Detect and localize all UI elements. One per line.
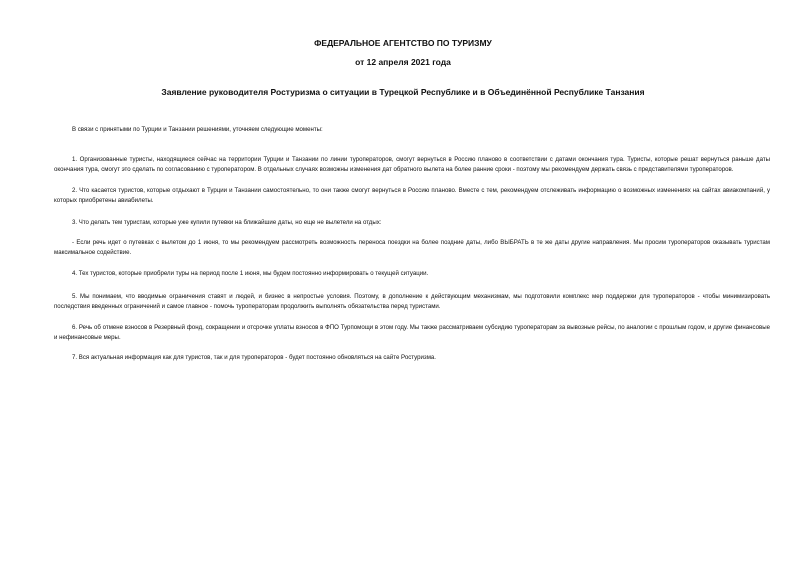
paragraph-3: 3. Что делать тем туристам, которые уже купили путевки на ближайшие даты, но еще не вылетели на отдых: bbox=[72, 219, 382, 226]
paragraph-4: 4. Тех туристов, которые приобрели туры на период после 1 июня, мы будем постоянно информировать о текущей ситуации. bbox=[72, 270, 429, 277]
paragraph-6: 6. Речь об отмене взносов в Резервный фонд, сокращении и отсрочке уплаты взносов в ФПО Турпомощи в этом году. Мы также рассматриваем субсидию туроператорам за вывозные рейсы, по аналогии с прошлым годом, и другие финансовые и нефинансовые меры. bbox=[54, 324, 770, 342]
paragraph-7: 7. Вся актуальная информация как для туристов, так и для туроператоров - будет постоянно обновляться на сайте Ростуризма. bbox=[72, 354, 436, 361]
paragraph-3-sub: - Если речь идет о путевках с вылетом до 1 июня, то мы рекомендуем рассмотреть возможность переноса поездки на более поздние даты, либо ВЫБРАТЬ в те же даты другие направления. Мы просим туроператоров оказывать туристам максимальное содействие. bbox=[54, 239, 770, 257]
intro-paragraph: В связи с принятыми по Турции и Танзании решениями, уточняем следующие моменты: bbox=[72, 126, 323, 133]
document-date: от 12 апреля 2021 года bbox=[355, 57, 451, 67]
agency-name: ФЕДЕРАЛЬНОЕ АГЕНТСТВО ПО ТУРИЗМУ bbox=[314, 38, 492, 48]
paragraph-2: 2. Что касается туристов, которые отдыхают в Турции и Танзании самостоятельно, то они также смогут вернуться в Россию планово. Вместе с тем, рекомендуем отслеживать информацию о возможных изменениях на сайтах авиакомпаний, у которых приобретены авиабилеты. bbox=[54, 187, 770, 205]
paragraph-5: 5. Мы понимаем, что вводимые ограничения ставят и людей, и бизнес в непростые условия. Поэтому, в дополнение к действующим механизмам, мы подготовили комплекс мер поддержки для туроператоров - чтобы минимизировать последствия введенных ограничений и самое главное - помочь туроператорам продолжить выполнять обязательства перед туристами. bbox=[54, 293, 770, 311]
paragraph-1: 1. Организованные туристы, находящиеся сейчас на территории Турции и Танзании по линии туроператоров, смогут вернуться в Россию планово в соответствии с датами окончания тура. Туристы, которые решат вернуться раньше даты окончания тура, смогут это сделать по согласованию с туроператором. В отдельных случаях возможны изменения дат обратного вылета на более ранние сроки - поэтому мы рекомендуем держать связь с представителями туроператоров. bbox=[54, 156, 770, 174]
document-title: Заявление руководителя Ростуризма о ситуации в Турецкой Республике и в Объединённой Республике Танзания bbox=[161, 87, 645, 97]
